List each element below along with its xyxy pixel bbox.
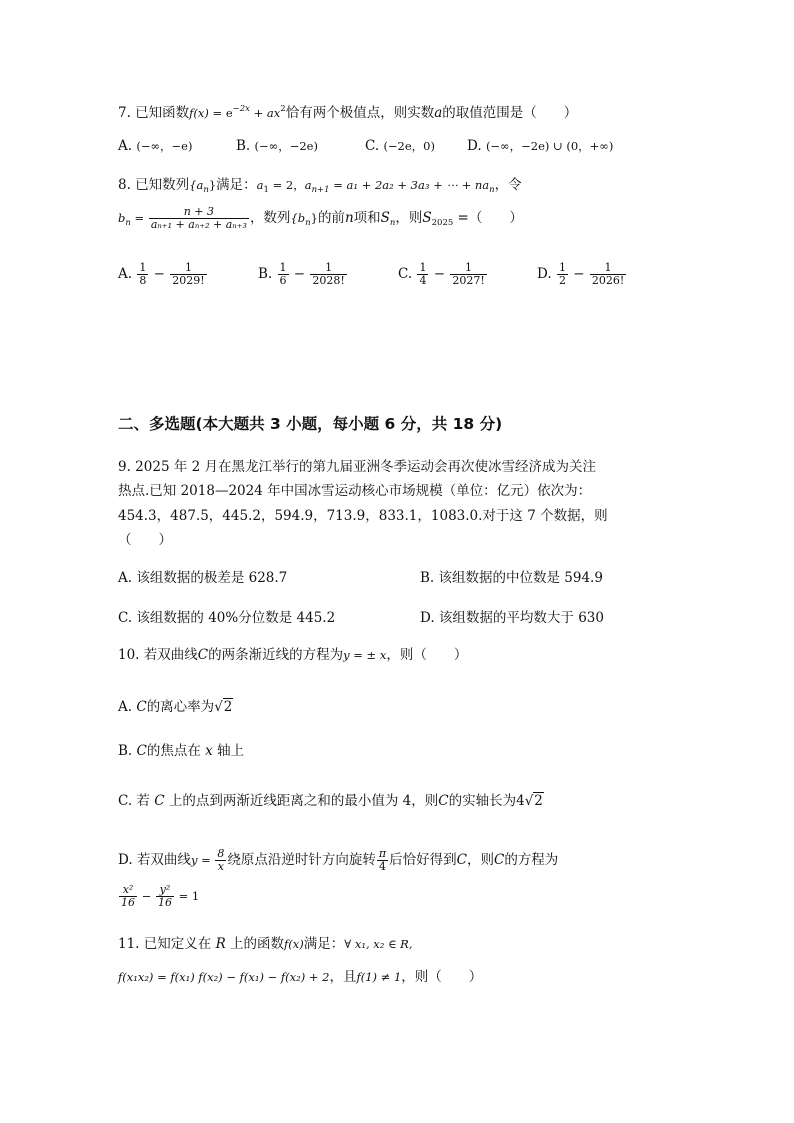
q10-d-c1: C bbox=[456, 852, 467, 868]
q8-s-sub: n bbox=[389, 218, 396, 228]
q8-c-n1: 1 bbox=[419, 261, 427, 274]
q10-suffix: ，则（ ） bbox=[386, 647, 468, 663]
q8-c-n2: 1 bbox=[450, 262, 486, 275]
q8-s2025-sub: 2025 bbox=[431, 218, 454, 228]
q10-d-four: 4 bbox=[379, 860, 386, 873]
q7-option-c[interactable] bbox=[365, 137, 435, 155]
q10-b-mid: 的焦点在 bbox=[146, 743, 206, 759]
q8-d-n1: 1 bbox=[558, 261, 566, 274]
q11-line2-cond: f(1) ≠ 1 bbox=[356, 970, 402, 984]
q10-c-mid: 上的点到两渐近线距离之和的最小值为 4，则 bbox=[164, 793, 439, 809]
q8-stem-line2 bbox=[118, 206, 523, 232]
q8-prefix: 8. 已知数列 bbox=[118, 177, 190, 193]
q8-c-d2: 2027! bbox=[452, 274, 485, 287]
q8-b-lhs-sub: n bbox=[125, 218, 131, 228]
q11-stem-line1 bbox=[118, 935, 413, 953]
q10-option-b[interactable] bbox=[118, 742, 244, 760]
q7-var: a bbox=[434, 105, 443, 121]
q7-option-b[interactable] bbox=[236, 137, 318, 155]
q8-rec-lhs-sub: n+1 bbox=[311, 185, 330, 195]
q7-c-val: (−2e，0) bbox=[383, 139, 435, 153]
sqrt-icon: √2 bbox=[524, 793, 543, 809]
q7-suffix2: 的取值范围是（ ） bbox=[442, 105, 578, 121]
q7-option-a[interactable] bbox=[118, 137, 192, 155]
q10-a-pre: A. bbox=[118, 699, 137, 715]
q9-line4: （ ） bbox=[118, 532, 172, 548]
q7-sq: 2 bbox=[280, 104, 286, 114]
q10-d-y: y = bbox=[190, 853, 215, 867]
q10-c-c2: C bbox=[438, 793, 449, 809]
q10-c-rad: 2 bbox=[534, 793, 543, 809]
q8-option-a[interactable]: A. $\frac{1}{8}$ − $\frac{1}{2029!}$ bbox=[118, 261, 205, 287]
q8-a-frac1 bbox=[137, 262, 148, 287]
q8-d-label: D. bbox=[537, 266, 552, 282]
q8-b-fraction bbox=[149, 206, 249, 231]
q8-b-eq: = bbox=[130, 211, 148, 225]
q10-b-pre: B. bbox=[118, 743, 137, 759]
q10-d-end: 的方程为 bbox=[504, 852, 559, 868]
q7-eq: = e bbox=[208, 106, 233, 120]
q10-c-mid2: 的实轴长为 bbox=[448, 793, 517, 809]
q8-l2-mid4: ，则 bbox=[395, 210, 423, 226]
q10-a-rad: 2 bbox=[223, 699, 233, 715]
q9-option-d[interactable]: D. 该组数据的平均数大于 630 bbox=[420, 610, 604, 626]
q11-line2-mid: ，且 bbox=[329, 969, 357, 985]
q8-a1-val: = 2， bbox=[268, 178, 305, 192]
q10-d-pre: D. 若双曲线 bbox=[118, 852, 191, 868]
q10-option-c[interactable] bbox=[118, 792, 544, 810]
q10-d-mid3: ，则 bbox=[466, 852, 494, 868]
q8-rec-rhs-sub: n bbox=[489, 185, 495, 195]
q10-a-c: C bbox=[136, 699, 147, 715]
q7-b-val: (−∞，−2e) bbox=[254, 139, 318, 153]
q7-d-label: D. bbox=[467, 138, 482, 154]
q7-option-d[interactable] bbox=[467, 137, 613, 155]
q10-option-a[interactable] bbox=[118, 698, 233, 716]
q8-d-frac1 bbox=[557, 262, 568, 287]
q10-d-eq-minus: − bbox=[138, 889, 155, 903]
q8-seq: {a bbox=[189, 178, 204, 192]
q8-c-frac1 bbox=[417, 262, 428, 287]
q8-d-d2: 2026! bbox=[591, 274, 625, 287]
q8-seq-sub: n bbox=[203, 185, 209, 195]
q9-line3: 454.3，487.5，445.2，594.9，713.9，833.1，1083.0.对于这 7 个数据，则 bbox=[118, 508, 608, 524]
q11-r: R bbox=[215, 936, 226, 952]
q11-line2-end: ，则（ ） bbox=[401, 969, 483, 985]
q10-d-eq-d1: 16 bbox=[121, 896, 135, 909]
q8-bseq-sub: n bbox=[305, 218, 311, 228]
q10-d-eq-end: = 1 bbox=[174, 889, 200, 903]
q10-b-c: C bbox=[136, 743, 147, 759]
q8-option-c[interactable]: C. $\frac{1}{4}$ − $\frac{1}{2027!}$ bbox=[398, 261, 485, 287]
q10-option-d-equation bbox=[118, 884, 199, 909]
q7-rest: + ax bbox=[249, 106, 281, 120]
q11-cond: ∀ x₁, x₂ ∈ R, bbox=[344, 937, 413, 951]
q8-c-d1: 4 bbox=[419, 274, 427, 287]
q8-option-b[interactable]: B. $\frac{1}{6}$ − $\frac{1}{2028!}$ bbox=[258, 261, 345, 287]
q10-a-mid: 的离心率为 bbox=[146, 699, 215, 715]
q10-stem bbox=[118, 646, 467, 664]
q8-tail: ，令 bbox=[494, 177, 522, 193]
q7-func: f(x) bbox=[189, 106, 209, 120]
q10-option-d[interactable] bbox=[118, 848, 558, 873]
q8-b-n1: 1 bbox=[279, 261, 287, 274]
q8-b-frac1 bbox=[278, 262, 289, 287]
q11-func: f(x) bbox=[284, 937, 304, 951]
q10-mid: 的两条渐近线的方程为 bbox=[208, 647, 344, 663]
q8-b-d2: 2028! bbox=[312, 274, 345, 287]
q8-s2025: S bbox=[422, 210, 432, 226]
q8-n-var: n bbox=[344, 210, 354, 226]
q10-d-eq-n2: y² bbox=[156, 884, 174, 897]
q9-option-a[interactable]: A. 该组数据的极差是 628.7 bbox=[118, 570, 288, 586]
q9-option-c[interactable]: C. 该组数据的 40%分位数是 445.2 bbox=[118, 610, 336, 626]
q8-rec-rhs: = a₁ + 2a₂ + 3a₃ + ⋯ + na bbox=[329, 178, 490, 192]
q8-stem-line1 bbox=[118, 176, 522, 199]
q8-b-label: B. bbox=[258, 266, 273, 282]
q11-mid2: 满足： bbox=[303, 936, 345, 952]
q10-d-mid2: 后恰好得到 bbox=[389, 852, 457, 868]
q8-b-den: aₙ₊₁ + aₙ₊₂ + aₙ₊₃ bbox=[150, 218, 247, 231]
q8-c-frac2 bbox=[450, 262, 486, 287]
q10-d-den: x bbox=[217, 860, 224, 873]
q8-a1-sub: 1 bbox=[263, 185, 269, 195]
q10-d-eq-frac1 bbox=[119, 884, 137, 909]
q10-d-eq-n1: x² bbox=[119, 884, 137, 897]
q11-prefix: 11. 已知定义在 bbox=[118, 936, 216, 952]
q10-d-mid: 绕原点沿逆时针方向旋转 bbox=[227, 852, 376, 868]
q10-eq: y = ± x bbox=[343, 648, 387, 662]
q9-line2: 热点.已知 2018—2024 年中国冰雪运动核心市场规模（单位：亿元）依次为： bbox=[118, 483, 592, 499]
q8-b-num: n + 3 bbox=[149, 206, 249, 219]
q10-d-num: 8 bbox=[217, 847, 225, 860]
q8-d-frac2 bbox=[590, 262, 626, 287]
q7-b-label: B. bbox=[236, 138, 251, 154]
q7-stem bbox=[118, 100, 577, 122]
q10-c-c1: C bbox=[154, 793, 165, 809]
q8-a-frac2 bbox=[170, 262, 206, 287]
q7-d-val: (−∞，−2e) ∪ (0，+∞) bbox=[485, 139, 614, 153]
q10-b-end: 轴上 bbox=[212, 743, 245, 759]
q10-d-frac bbox=[215, 848, 226, 873]
q10-d-c2: C bbox=[493, 852, 505, 868]
q9-option-b[interactable]: B. 该组数据的中位数是 594.9 bbox=[420, 570, 603, 586]
q10-d-eq-d2: 16 bbox=[157, 896, 172, 909]
q7-suffix: 恰有两个极值点，则实数 bbox=[285, 105, 435, 121]
q8-d-n2: 1 bbox=[590, 262, 626, 275]
q8-a-d1: 8 bbox=[139, 274, 147, 287]
q8-a1: a bbox=[256, 178, 264, 192]
q10-c-var: C bbox=[197, 647, 209, 663]
q10-b-x: x bbox=[205, 743, 213, 759]
q8-seq-close: } bbox=[208, 178, 217, 192]
q11-line2-eq: f(x₁x₂) = f(x₁) f(x₂) − f(x₁) − f(x₂) + 2 bbox=[118, 970, 330, 984]
q10-d-eq-frac2 bbox=[156, 884, 174, 909]
q7-exp: −2x bbox=[232, 104, 250, 114]
q7-prefix: 7. 已知函数 bbox=[118, 105, 190, 121]
q10-c-coef: 4 bbox=[516, 793, 525, 809]
q7-c-label: C. bbox=[365, 138, 380, 154]
q7-a-label: A. bbox=[118, 138, 133, 154]
q10-d-pi: π bbox=[378, 847, 387, 860]
q8-l2-end: =（ ） bbox=[453, 210, 523, 226]
q8-c-label: C. bbox=[398, 266, 413, 282]
q8-l2-mid: ，数列 bbox=[249, 210, 291, 226]
q8-l2-mid3: 项和 bbox=[353, 210, 381, 226]
q8-option-d[interactable]: D. $\frac{1}{2}$ − $\frac{1}{2026!}$ bbox=[537, 261, 625, 287]
q7-a-val: (−∞，−e) bbox=[136, 139, 193, 153]
q8-b-n2: 1 bbox=[310, 262, 346, 275]
q8-rec-lhs: a bbox=[304, 178, 312, 192]
q8-b-frac2 bbox=[310, 262, 346, 287]
q9-line1: 9. 2025 年 2 月在黑龙江举行的第九届亚洲冬季运动会再次使冰雪经济成为关注 bbox=[118, 459, 596, 475]
q8-s: S bbox=[380, 210, 390, 226]
q10-prefix: 10. 若双曲线 bbox=[118, 647, 198, 663]
q8-d-d1: 2 bbox=[558, 274, 566, 287]
q8-b-lhs: b bbox=[118, 211, 126, 225]
q11-stem-line2 bbox=[118, 968, 482, 986]
q8-bseq-close: } bbox=[310, 211, 318, 225]
q8-a-n2: 1 bbox=[170, 262, 206, 275]
q8-bseq: {b bbox=[290, 211, 306, 225]
q8-mid: 满足： bbox=[216, 177, 257, 193]
q10-c-pre: C. 若 bbox=[118, 793, 155, 809]
sqrt-icon: √2 bbox=[214, 699, 233, 715]
q8-a-d2: 2029! bbox=[172, 274, 205, 287]
q8-a-n1: 1 bbox=[139, 261, 147, 274]
q11-mid: 上的函数 bbox=[225, 936, 285, 952]
q8-l2-mid2: 的前 bbox=[317, 210, 345, 226]
q8-b-d1: 6 bbox=[279, 274, 287, 287]
q8-a-label: A. bbox=[118, 266, 133, 282]
q10-d-angle bbox=[377, 848, 388, 873]
section-title: 二、多选题(本大题共 3 小题，每小题 6 分，共 18 分) bbox=[118, 415, 503, 433]
